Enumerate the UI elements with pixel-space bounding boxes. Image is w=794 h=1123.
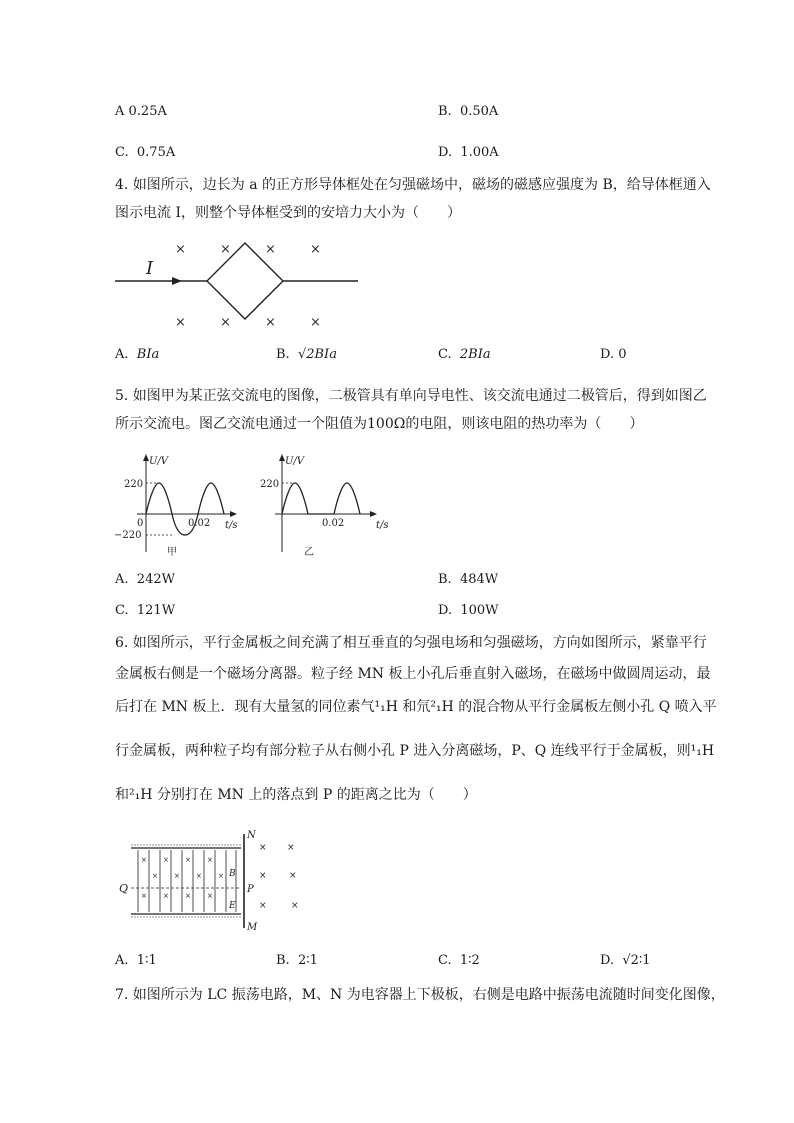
field-mark: × [265, 242, 276, 257]
svg-text:×: × [218, 872, 224, 880]
svg-text:×: × [289, 871, 297, 881]
svg-text:×: × [163, 892, 169, 900]
field-mark: × [175, 315, 186, 330]
q4-stem-line1: 4. 如图所示，边长为 a 的正方形导体框处在匀强磁场中，磁场的磁感应强度为 B，给导体框通入 [115, 177, 711, 193]
q6-option-d: D. √2∶1 [600, 953, 651, 968]
half-wave [282, 483, 360, 514]
tick-220: 220 [124, 479, 144, 490]
svg-text:×: × [185, 856, 191, 864]
q6-stem-line5: 和²₁H 分别打在 MN 上的落点到 P 的距离之比为（ ） [115, 787, 477, 803]
svg-text:×: × [259, 871, 267, 881]
q3-option-d: D. 1.00A [438, 145, 499, 160]
svg-text:×: × [207, 856, 213, 864]
q5-stem-line1: 5. 如图甲为某正弦交流电的图像，二极管具有单向导电性、该交流电通过二极管后，得到如图乙 [115, 388, 707, 404]
label-n: N [247, 830, 256, 841]
tick-neg-220: −220 [114, 530, 142, 541]
current-arrow-icon [172, 277, 182, 285]
field-mark: × [175, 242, 186, 257]
q5-option-a: A. 242W [115, 572, 175, 587]
q5-option-d: D. 100W [438, 603, 499, 618]
current-label: I [146, 258, 154, 279]
label-e: E [229, 901, 236, 911]
arrow-icon [230, 511, 237, 517]
q4-figure [112, 238, 372, 338]
q4-option-d: D. 0 [600, 347, 627, 362]
origin-label: 0 [137, 518, 144, 529]
q3-option-c: C. 0.75A [115, 145, 176, 160]
svg-text:×: × [141, 892, 147, 900]
field-marks-plates [141, 856, 224, 900]
q7-stem-line1: 7. 如图所示为 LC 振荡电路，M、N 为电容器上下极板，右侧是电路中振荡电流随时间变化图像， [115, 987, 725, 1003]
q6-stem-line4: 行金属板，两种粒子均有部分粒子从右侧小孔 P 进入分离磁场，P、Q 连线平行于金属板，则¹₁H [115, 743, 715, 759]
q5-figure [112, 452, 402, 562]
label-p: P [247, 884, 254, 895]
q6-option-a: A. 1∶1 [115, 953, 157, 968]
svg-text:×: × [163, 856, 169, 864]
label-q: Q [119, 882, 129, 895]
q5-option-c: C. 121W [115, 603, 176, 618]
caption-yi: 乙 [304, 547, 314, 558]
arrow-icon [370, 511, 377, 517]
y-axis-label: U/V [149, 456, 169, 467]
tick-220: 220 [260, 479, 280, 490]
sine-wave [146, 483, 224, 535]
caption-jia: 甲 [167, 547, 177, 558]
label-b: B [229, 869, 236, 879]
field-mark: × [220, 315, 231, 330]
field-mark: × [265, 315, 276, 330]
x-axis-label: t/s [225, 520, 238, 531]
svg-text:×: × [207, 892, 213, 900]
field-mark: × [310, 315, 321, 330]
q6-stem-line1: 6. 如图所示，平行金属板之间充满了相互垂直的匀强电场和匀强磁场，方向如图所示，紧靠平行 [115, 635, 707, 651]
svg-text:×: × [141, 856, 147, 864]
svg-text:×: × [287, 843, 295, 853]
svg-text:×: × [185, 892, 191, 900]
tick-0.02: 0.02 [322, 518, 345, 529]
svg-text:×: × [152, 872, 158, 880]
svg-text:×: × [259, 843, 267, 853]
q5-option-b: B. 484W [438, 572, 499, 587]
label-m: M [247, 922, 258, 933]
q6-stem-line3: 后打在 MN 板上．现有大量氢的同位素气¹₁H 和氘²₁H 的混合物从平行金属板左侧小孔 Q 喷入平 [115, 699, 717, 715]
svg-text:×: × [259, 901, 267, 911]
svg-text:×: × [196, 872, 202, 880]
x-axis-label: t/s [376, 520, 389, 531]
svg-text:×: × [291, 901, 299, 911]
field-mark: × [310, 242, 321, 257]
q6-stem-line2: 金属板右侧是一个磁场分离器。粒子经 MN 板上小孔后垂直射入磁场，在磁场中做圆周运动，最 [115, 666, 711, 682]
q4-stem-line2: 图示电流 I，则整个导体框受到的安培力大小为（ ） [115, 205, 461, 221]
svg-text:×: × [174, 872, 180, 880]
q4-option-b: B. √2BIa [276, 347, 337, 362]
q4-option-a: A. BIa [115, 347, 160, 362]
q3-option-a: A 0.25A [115, 104, 167, 119]
field-mark: × [220, 242, 231, 257]
q6-option-c: C. 1∶2 [438, 953, 480, 968]
q6-option-b: B. 2∶1 [276, 953, 318, 968]
q4-option-c: C. 2BIa [438, 347, 491, 362]
field-marks-separator [259, 843, 299, 911]
q3-option-b: B. 0.50A [438, 104, 499, 119]
q6-figure [116, 826, 316, 936]
y-axis-label: U/V [285, 456, 305, 467]
q5-stem-line2: 所示交流电。图乙交流电通过一个阻值为100Ω的电阻，则该电阻的热功率为（ ） [115, 416, 644, 432]
tick-0.02: 0.02 [188, 518, 211, 529]
